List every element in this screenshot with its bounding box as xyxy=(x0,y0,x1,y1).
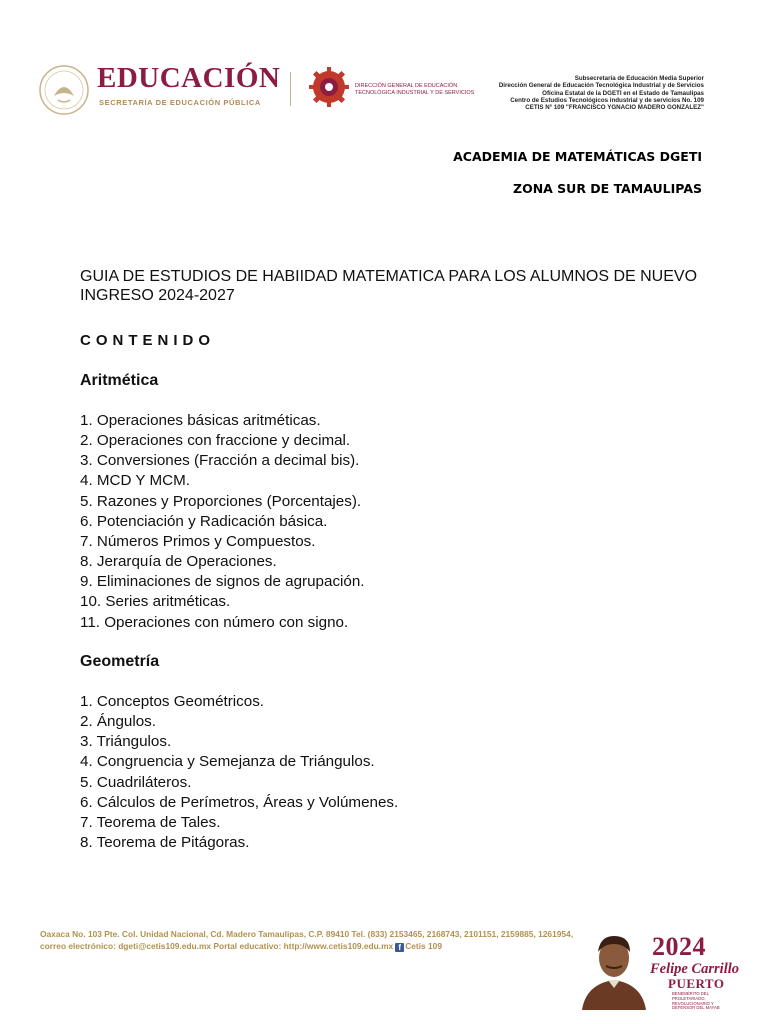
dgeti-name: DIRECCIÓN GENERAL DE EDUCACIÓN TECNOLÓGICA INDUSTRIAL Y DE SERVICIOS xyxy=(355,83,475,96)
list-item: 6. Potenciación y Radicación básica. xyxy=(80,512,328,530)
list-item: 6. Cálculos de Perímetros, Áreas y Volúmenes. xyxy=(80,793,399,811)
list-item: 1. Operaciones básicas aritméticas. xyxy=(80,412,321,429)
list-item: 2. Operaciones con fraccione y decimal. xyxy=(80,432,351,450)
ministry-name: EDUCACIÓN xyxy=(97,62,281,94)
list-item: 7. Teorema de Tales. xyxy=(80,813,221,831)
dgeti-gear-icon xyxy=(308,66,350,108)
arithmetic-heading: Aritmética xyxy=(80,372,159,389)
footer-address: Oaxaca No. 103 Pte. Col. Unidad Nacional, Cd. Madero Tamaulipas, C.P. 89410 Tel. (833) 2153465, 2168743, 2101151, 2159885, 1261954, correo electrónico: dgeti@cetis109.edu.mx Portal educativo: http://www.cetis109.edu.mx xyxy=(40,929,574,951)
ministry-subtitle: SECRETARÍA DE EDUCACIÓN PÚBLICA xyxy=(99,98,261,107)
geometry-heading: Geometría xyxy=(80,653,160,670)
geometry-topic-list xyxy=(80,692,398,853)
year-2024-logo: 2024 xyxy=(652,932,706,961)
office-line: CETIS N° 109 "FRANCISCO YGNACIO MADERO GONZALEZ" xyxy=(525,104,704,112)
guide-title: GUIA DE ESTUDIOS DE HABIIDAD MATEMATICA PARA LOS ALUMNOS DE NUEVO INGRESO 2024-2027 xyxy=(80,268,698,304)
felipe-carrillo-portrait-icon xyxy=(578,924,650,1010)
person-name: Felipe Carrillo xyxy=(650,961,740,977)
list-item: 3. Conversiones (Fracción a decimal bis). xyxy=(80,452,360,470)
mexico-coat-of-arms-icon xyxy=(38,64,90,116)
office-line: Subsecretaría de Educación Media Superior xyxy=(574,75,704,82)
office-line: Centro de Estudios Tecnológicos industrial y de servicios No. 109 xyxy=(510,96,704,104)
facebook-label[interactable]: Cetis 109 xyxy=(405,941,442,951)
list-item: 8. Jerarquía de Operaciones. xyxy=(80,553,277,571)
list-item: 5. Razones y Proporciones (Porcentajes). xyxy=(80,492,362,510)
list-item: 3. Triángulos. xyxy=(80,733,172,751)
list-item: 1. Conceptos Geométricos. xyxy=(80,693,265,710)
list-item: 4. Congruencia y Semejanza de Triángulos. xyxy=(80,753,375,771)
footer-contact xyxy=(40,928,600,952)
list-item: 5. Cuadriláteros. xyxy=(80,773,192,791)
academy-zone: ZONA SUR DE TAMAULIPAS xyxy=(513,181,702,196)
list-item: 10. Series aritméticas. xyxy=(80,593,231,611)
list-item: 2. Ángulos. xyxy=(80,713,156,731)
person-surname: PUERTO xyxy=(668,976,725,991)
list-item: 11. Operaciones con número con signo. xyxy=(80,613,349,631)
list-item: 4. MCD Y MCM. xyxy=(80,472,190,490)
person-caption: BENEMÉRITO DEL PROLETARIADO, REVOLUCIONARIO Y DEFENSOR DEL MAYAB xyxy=(672,991,720,1011)
list-item: 8. Teorema de Pitágoras. xyxy=(80,834,250,852)
list-item: 7. Números Primos y Compuestos. xyxy=(80,532,316,550)
office-line: Dirección General de Educación Tecnológica Industrial y de Servicios xyxy=(498,82,704,90)
contents-heading: CONTENIDO xyxy=(80,332,215,349)
arithmetic-topic-list xyxy=(80,411,365,633)
list-item: 9. Eliminaciones de signos de agrupación. xyxy=(80,573,365,591)
office-info-block xyxy=(499,75,704,111)
office-line: Oficina Estatal de la DGETI en el Estado de Tamaulipas xyxy=(542,89,704,97)
header-divider xyxy=(290,72,291,106)
facebook-icon[interactable]: f xyxy=(395,943,404,952)
academy-name: ACADEMIA DE MATEMÁTICAS DGETI xyxy=(453,149,702,164)
